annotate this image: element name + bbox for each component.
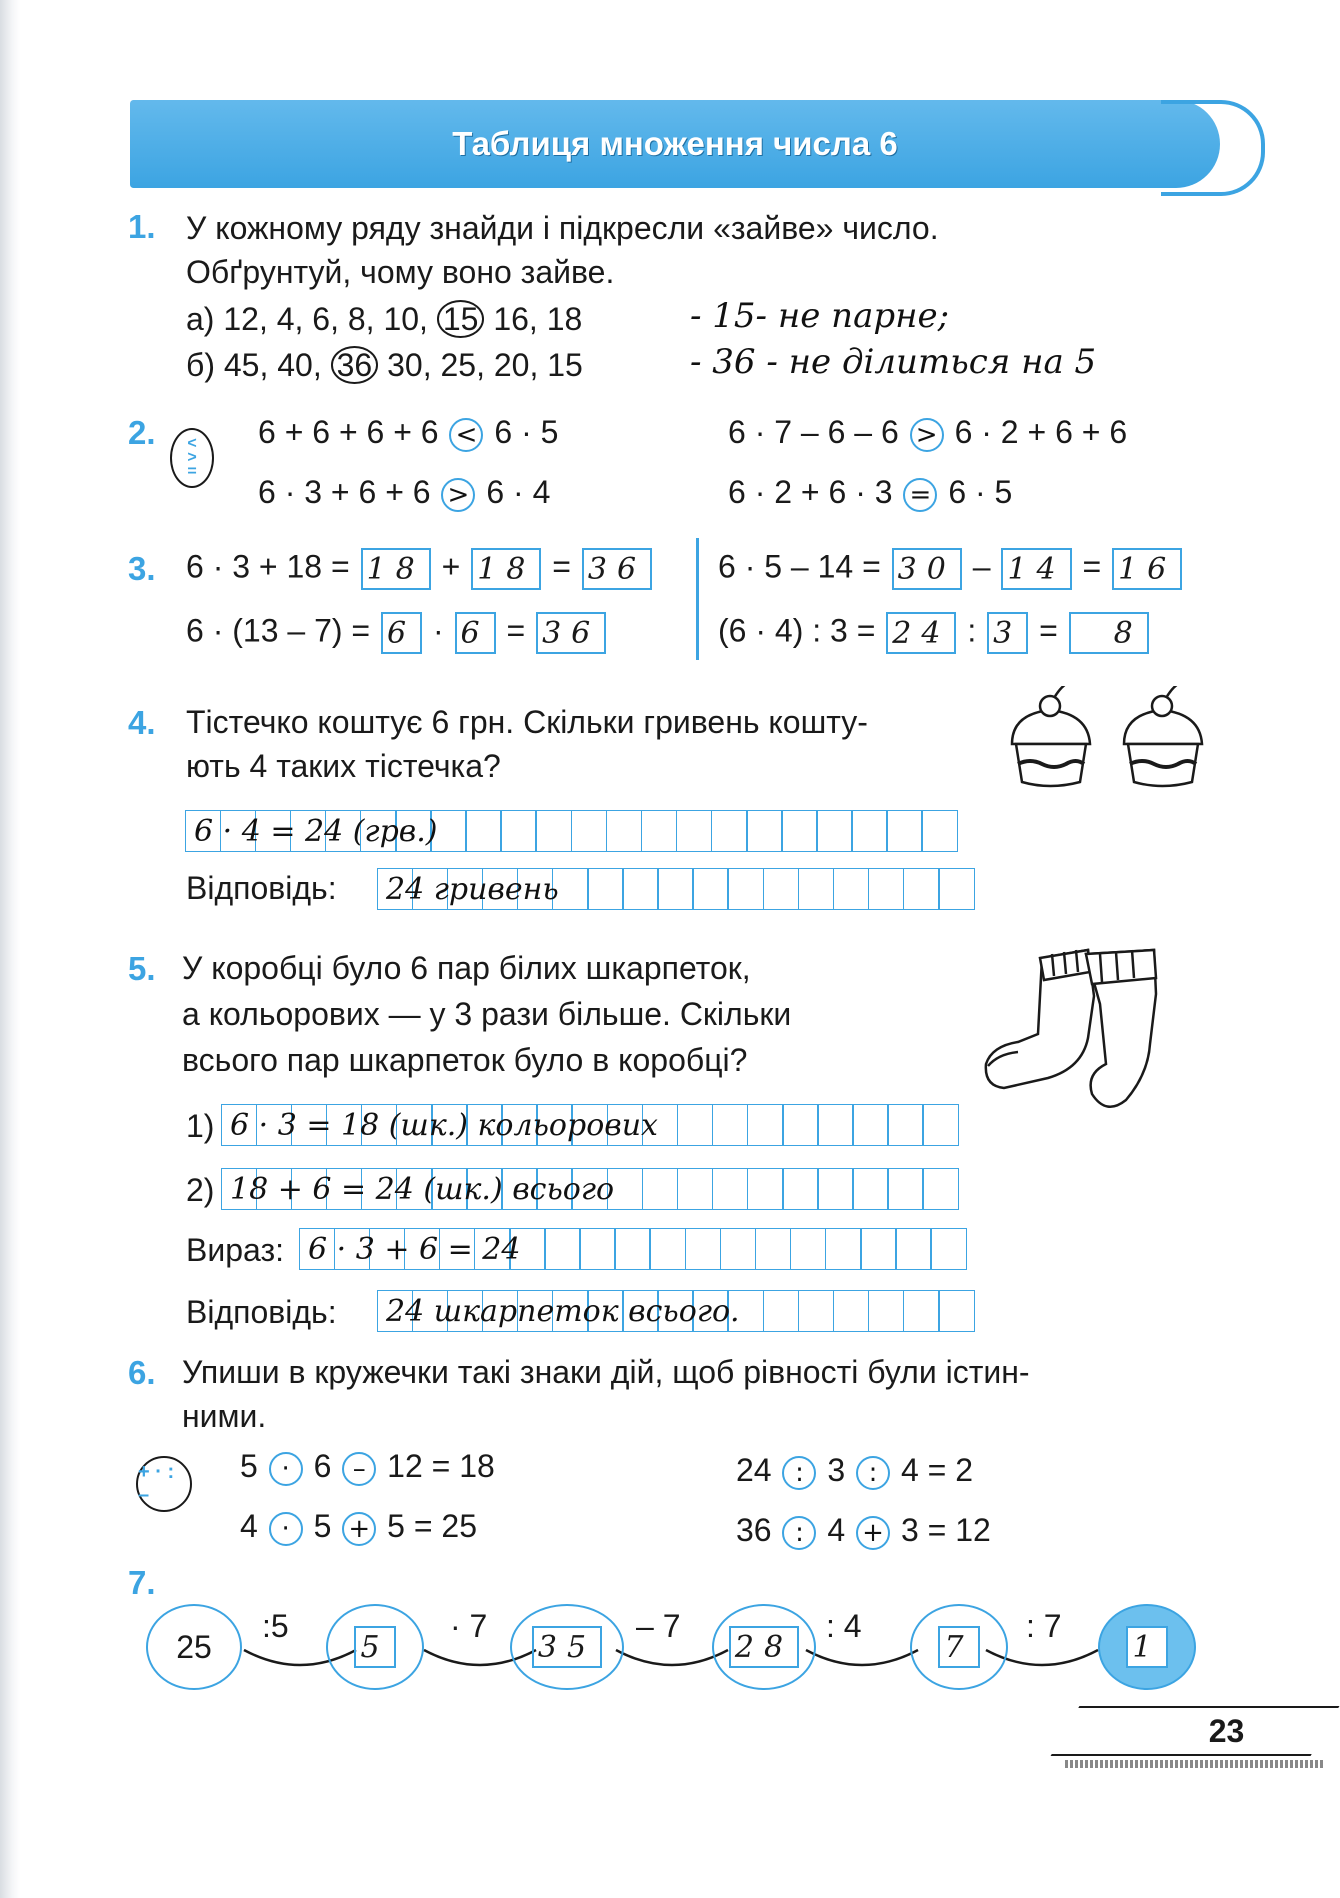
- grid-cell[interactable]: [535, 810, 572, 852]
- grid-cell[interactable]: [938, 868, 975, 910]
- grid-cell[interactable]: [622, 868, 659, 910]
- chain-final-node: [1098, 1604, 1196, 1690]
- grid-cell[interactable]: [465, 810, 502, 852]
- grid-cell[interactable]: [727, 868, 764, 910]
- chain-operation: · 7: [450, 1608, 488, 1644]
- chain-operation: : 7: [1026, 1608, 1062, 1644]
- operation-circle: :: [782, 1516, 816, 1550]
- grid-cell[interactable]: [712, 1168, 749, 1210]
- operation-circle: ·: [269, 1512, 303, 1546]
- row-b-numbers-before: б) 45, 40,: [186, 347, 322, 383]
- grid-cell[interactable]: [825, 1228, 862, 1270]
- grid-cell[interactable]: [852, 1104, 889, 1146]
- task-5-text-line1: У коробці було 6 пар білих шкарпеток,: [182, 950, 751, 986]
- task-5-text-line2: а кольорових — у 3 рази більше. Скільки: [182, 996, 792, 1032]
- task-2-left-row1: 6 + 6 + 6 + 6 < 6 · 5: [258, 414, 559, 450]
- task-6-right-row1: 24 : 3 : 4 = 2: [736, 1452, 974, 1488]
- grid-cell[interactable]: [587, 868, 624, 910]
- chain-result-node: [712, 1604, 816, 1690]
- task-5-step1-text: 6 · 3 = 18 (шк.) кольорових: [230, 1107, 658, 1143]
- row-a-numbers-before: а) 12, 4, 6, 8, 10,: [186, 301, 428, 337]
- page-number-bar: [1051, 1706, 1340, 1756]
- socks-illustration: [978, 938, 1178, 1118]
- chain-operation: – 7: [636, 1608, 681, 1644]
- compare-sign-circle: <: [449, 418, 483, 452]
- page-number: 23: [1209, 1712, 1245, 1749]
- grid-cell[interactable]: [852, 1168, 889, 1210]
- grid-cell[interactable]: [782, 1168, 819, 1210]
- row-b-handwritten-answer: - 36 - не ділиться на 5: [690, 342, 1097, 382]
- grid-cell[interactable]: [642, 1168, 679, 1210]
- grid-cell[interactable]: [720, 1228, 757, 1270]
- row-a-circled-number: 15: [437, 300, 485, 338]
- answer-box: 7: [938, 1626, 979, 1668]
- task-5-answer-label: Відповідь:: [186, 1294, 337, 1330]
- grid-cell[interactable]: [614, 1228, 651, 1270]
- compare-sign-circle: >: [910, 418, 944, 452]
- answer-box: 36: [536, 612, 606, 654]
- page-number-underline: [1065, 1760, 1325, 1768]
- chain-result-node: [510, 1604, 624, 1690]
- answer-box: 28: [729, 1626, 799, 1668]
- task-6-text-line1: Упиши в кружечки такі знаки дій, щоб рівності були істин-: [182, 1354, 1030, 1390]
- grid-cell[interactable]: [817, 1104, 854, 1146]
- operations-icon: + · : –: [136, 1456, 192, 1512]
- answer-box: 18: [361, 548, 431, 590]
- task-2-right-row2: 6 · 2 + 6 · 3 = 6 · 5: [728, 474, 1013, 510]
- row-a-handwritten-answer: - 15- не парне;: [690, 296, 950, 336]
- answer-box: 1: [1126, 1626, 1167, 1668]
- grid-cell[interactable]: [641, 810, 678, 852]
- grid-cell[interactable]: [747, 1168, 784, 1210]
- task-4-solution-text: 6 · 4 = 24 (грв.): [194, 813, 438, 849]
- task-4-text-line2: ють 4 таких тістечка?: [186, 748, 501, 784]
- grid-cell[interactable]: [886, 810, 923, 852]
- chain-start-node: 25: [146, 1604, 242, 1690]
- grid-cell[interactable]: [500, 810, 537, 852]
- grid-cell[interactable]: [798, 868, 835, 910]
- cupcakes-illustration: [1000, 686, 1220, 806]
- grid-cell[interactable]: [798, 1290, 835, 1332]
- task-2-left-row2: 6 · 3 + 6 + 6 > 6 · 4: [258, 474, 551, 510]
- task-5-step1-label: 1): [186, 1108, 215, 1144]
- grid-cell[interactable]: [833, 1290, 870, 1332]
- grid-cell[interactable]: [571, 810, 608, 852]
- task-4-answer-label: Відповідь:: [186, 870, 337, 906]
- task-5-expression-text: 6 · 3 + 6 = 24: [308, 1231, 521, 1267]
- grid-cell[interactable]: [938, 1290, 975, 1332]
- answer-box: 24: [886, 612, 956, 654]
- grid-cell[interactable]: [747, 1104, 784, 1146]
- grid-cell[interactable]: [781, 810, 818, 852]
- compare-icon: < > =: [170, 428, 214, 488]
- grid-cell[interactable]: [868, 1290, 905, 1332]
- answer-box: 3: [987, 612, 1028, 654]
- grid-cell[interactable]: [657, 868, 694, 910]
- task-4-answer-text: 24 гривень: [386, 871, 559, 907]
- answer-box: 30: [892, 548, 962, 590]
- compare-sign-circle: =: [903, 478, 937, 512]
- row-b-circled-number: 36: [331, 346, 379, 384]
- grid-cell[interactable]: [903, 1290, 940, 1332]
- compare-sign-circle: >: [441, 478, 475, 512]
- answer-box: 36: [582, 548, 652, 590]
- grid-cell[interactable]: [790, 1228, 827, 1270]
- answer-box: 16: [1112, 548, 1182, 590]
- grid-cell[interactable]: [676, 810, 713, 852]
- task-6-number: 6.: [128, 1354, 156, 1391]
- page-title: Таблиця множення числа 6: [452, 125, 898, 162]
- page-edge-shadow: [0, 0, 20, 1898]
- grid-cell[interactable]: [763, 868, 800, 910]
- grid-cell[interactable]: [922, 1104, 959, 1146]
- task-6-left-row1: 5 · 6 – 12 = 18: [240, 1448, 495, 1484]
- grid-cell[interactable]: [579, 1228, 616, 1270]
- task-1-number: 1.: [128, 208, 156, 245]
- answer-box: 5: [354, 1626, 395, 1668]
- grid-cell[interactable]: [677, 1168, 714, 1210]
- title-banner: [130, 100, 1220, 188]
- grid-cell[interactable]: [782, 1104, 819, 1146]
- grid-cell[interactable]: [922, 1168, 959, 1210]
- task-2-number: 2.: [128, 414, 156, 451]
- grid-cell[interactable]: [685, 1228, 722, 1270]
- answer-box: 14: [1001, 548, 1071, 590]
- task-3-right-row1: 6 · 5 – 14 = 30 – 14 = 16: [718, 548, 1184, 590]
- chain-operation: :5: [262, 1608, 289, 1644]
- task-6-left-row2: 4 · 5 + 5 = 25: [240, 1508, 478, 1544]
- grid-cell[interactable]: [816, 810, 853, 852]
- grid-cell[interactable]: [692, 868, 729, 910]
- sock-icon: [986, 950, 1094, 1088]
- task-5-number: 5.: [128, 950, 156, 987]
- task-4-text-line1: Тістечко коштує 6 грн. Скільки гривень кошту-: [186, 704, 868, 740]
- grid-cell[interactable]: [887, 1104, 924, 1146]
- answer-box: 8: [1069, 612, 1149, 654]
- answer-box: 6: [381, 612, 422, 654]
- answer-box: 6: [455, 612, 496, 654]
- task-3-right-row2: (6 · 4) : 3 = 24 : 3 = 8: [718, 612, 1151, 654]
- grid-cell[interactable]: [649, 1228, 686, 1270]
- sock-icon: [1086, 950, 1156, 1107]
- task-5-expression-label: Вираз:: [186, 1232, 285, 1268]
- task-1-row-a: [186, 300, 582, 338]
- task-7-number: 7.: [128, 1564, 156, 1601]
- operation-circle: +: [856, 1516, 890, 1550]
- task-1-text-line2: Обґрунтуй, чому воно зайве.: [186, 254, 615, 290]
- task-5-step2-text: 18 + 6 = 24 (шк.) всього: [230, 1171, 615, 1207]
- task-3-left-row2: 6 · (13 – 7) = 6 · 6 = 36: [186, 612, 608, 654]
- operation-circle: :: [856, 1456, 890, 1490]
- grid-cell[interactable]: [544, 1228, 581, 1270]
- chain-operation: : 4: [826, 1608, 862, 1644]
- grid-cell[interactable]: [860, 1228, 897, 1270]
- task-6-right-row2: 36 : 4 + 3 = 12: [736, 1512, 991, 1548]
- operation-circle: –: [342, 1452, 376, 1486]
- row-b-numbers-after: 30, 25, 20, 15: [387, 347, 583, 383]
- grid-cell[interactable]: [606, 810, 643, 852]
- grid-cell[interactable]: [887, 1168, 924, 1210]
- grid-cell[interactable]: [711, 810, 748, 852]
- task-4-number: 4.: [128, 704, 156, 741]
- grid-cell[interactable]: [817, 1168, 854, 1210]
- grid-cell[interactable]: [712, 1104, 749, 1146]
- task-2-right-row1: 6 · 7 – 6 – 6 > 6 · 2 + 6 + 6: [728, 414, 1128, 450]
- task-5-text-line3: всього пар шкарпеток було в коробці?: [182, 1042, 748, 1078]
- answer-box: 35: [532, 1626, 602, 1668]
- task-5-answer-text: 24 шкарпеток всього.: [386, 1293, 740, 1329]
- row-a-numbers-after: 16, 18: [493, 301, 583, 337]
- task-3-number: 3.: [128, 550, 156, 587]
- operation-circle: +: [342, 1512, 376, 1546]
- grid-cell[interactable]: [868, 868, 905, 910]
- chain-result-node: [326, 1604, 424, 1690]
- grid-cell[interactable]: [921, 810, 958, 852]
- task-3-divider: [696, 538, 699, 660]
- answer-box: 18: [471, 548, 541, 590]
- grid-cell[interactable]: [833, 868, 870, 910]
- task-1-row-b: [186, 346, 583, 384]
- task-6-text-line2: ними.: [182, 1398, 267, 1434]
- cupcake-icon: [1124, 686, 1202, 786]
- grid-cell[interactable]: [851, 810, 888, 852]
- task-1-text-line1: У кожному ряду знайди і підкресли «зайве» число.: [186, 210, 939, 246]
- grid-cell[interactable]: [677, 1104, 714, 1146]
- grid-cell[interactable]: [755, 1228, 792, 1270]
- cupcake-icon: [1012, 686, 1090, 786]
- grid-cell[interactable]: [903, 868, 940, 910]
- grid-cell[interactable]: [930, 1228, 967, 1270]
- chain-result-node: [910, 1604, 1008, 1690]
- task-5-step2-label: 2): [186, 1172, 215, 1208]
- grid-cell[interactable]: [895, 1228, 932, 1270]
- operation-circle: ·: [269, 1452, 303, 1486]
- operation-circle: :: [782, 1456, 816, 1490]
- task-3-left-row1: 6 · 3 + 18 = 18 + 18 = 36: [186, 548, 654, 590]
- grid-cell[interactable]: [763, 1290, 800, 1332]
- grid-cell[interactable]: [746, 810, 783, 852]
